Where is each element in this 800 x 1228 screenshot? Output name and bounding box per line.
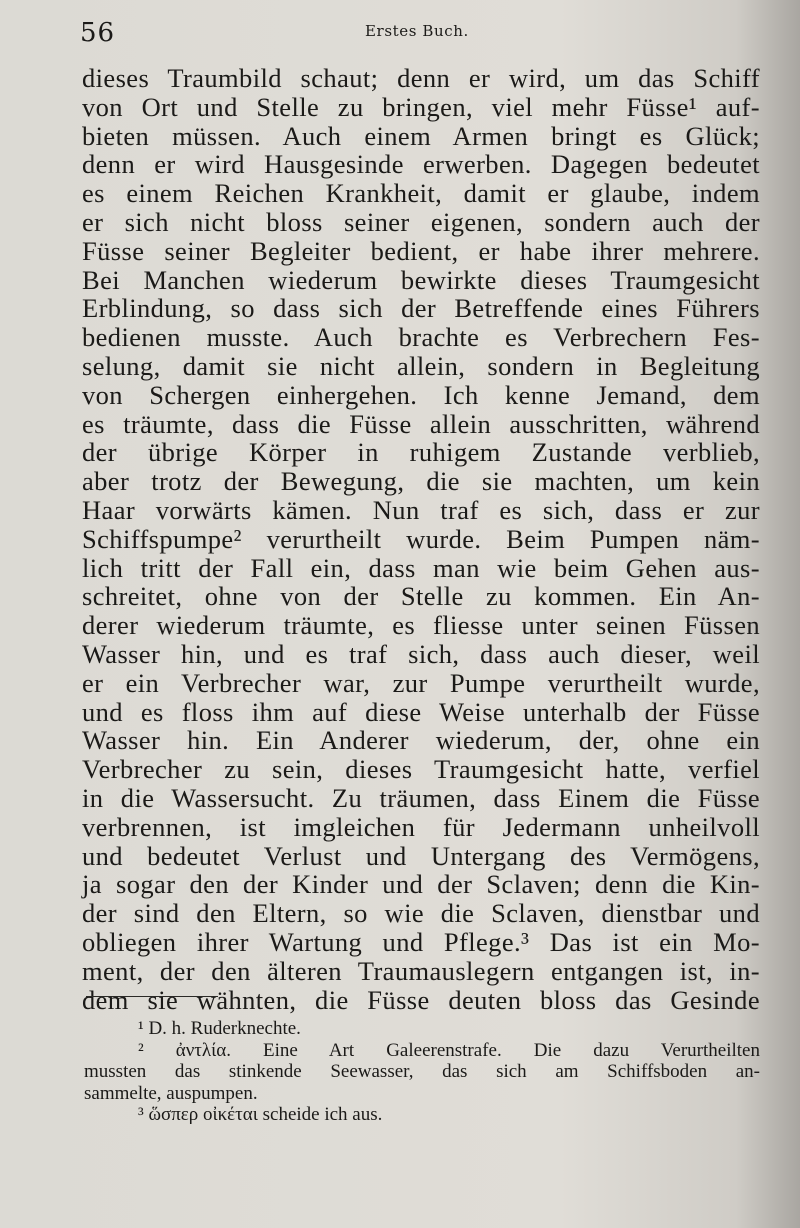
text-line: der sind den Eltern, so wie die Sclaven, dienstbar und [82, 898, 760, 929]
text-line: er sich nicht bloss seiner eigenen, sondern auch der [82, 206, 760, 237]
text-line: dieses Traumbild schaut; denn er wird, um das Schiff [82, 63, 760, 93]
text-line: Erblindung, so dass sich der Betreffende eines Führers [82, 293, 760, 324]
footnote-2-line-1: ² ἀντλία. Eine Art Galeerenstrafe. Die dazu Verurtheilten [138, 1039, 760, 1061]
page-header [80, 18, 760, 52]
text-line: es einem Reichen Krankheit, damit er glaube, indem [82, 178, 760, 209]
main-text [82, 64, 760, 1014]
text-line: aber trotz der Bewegung, die sie machten, um kein [82, 466, 760, 497]
text-line: ment, der den älteren Traumauslegern entgangen ist, in- [82, 955, 760, 986]
footnote-2-line-2: mussten das stinkende Seewasser, das sich am Schiffsboden an- [84, 1061, 760, 1082]
text-line: bedienen musste. Auch brachte es Verbrechern Fes- [82, 322, 760, 353]
page-number: 56 [80, 18, 116, 48]
text-line: bieten müssen. Auch einem Armen bringt es Glück; [82, 120, 760, 151]
text-line: der übrige Körper in ruhigem Zustande verblieb, [82, 437, 760, 468]
text-line: Schiffspumpe² verurtheilt wurde. Beim Pumpen näm- [82, 523, 760, 554]
text-line: verbrennen, ist imgleichen für Jedermann unheilvoll [82, 811, 760, 842]
text-line: Wasser hin, und es traf sich, dass auch dieser, weil [82, 638, 760, 669]
text-line: in die Wassersucht. Zu träumen, dass Einem die Füsse [82, 782, 760, 813]
text-line: Haar vorwärts kämen. Nun traf es sich, dass er zur [82, 494, 760, 525]
text-line: lich tritt der Fall ein, dass man wie beim Gehen aus- [82, 552, 760, 583]
text-line: derer wiederum träumte, es fliesse unter seinen Füssen [82, 610, 760, 641]
footnote-1: ¹ D. h. Ruderknechte. [138, 1018, 301, 1039]
footnotes [84, 1018, 760, 1126]
text-line: und bedeutet Verlust und Untergang des Vermögens, [82, 840, 760, 871]
text-line: selung, damit sie nicht allein, sondern in Begleitung [82, 350, 760, 381]
footnote-divider [86, 996, 218, 997]
text-line: dem sie wähnten, die Füsse deuten bloss das Gesinde [82, 984, 760, 1015]
text-line: und es floss ihm auf diese Weise unterhalb der Füsse [82, 696, 760, 727]
text-line: ja sogar den der Kinder und der Sclaven; denn die Kin- [82, 869, 760, 900]
text-line: Füsse seiner Begleiter bedient, er habe ihrer mehrere. [82, 235, 760, 266]
text-line: schreitet, ohne von der Stelle zu kommen. Ein An- [82, 581, 760, 612]
text-line: Wasser hin. Ein Anderer wiederum, der, ohne ein [82, 725, 760, 756]
footnote-3: ³ ὥσπερ οἰκέται scheide ich aus. [138, 1104, 383, 1125]
running-head: Erstes Buch. [365, 22, 469, 40]
text-line: denn er wird Hausgesinde erwerben. Dagegen bedeutet [82, 149, 760, 180]
text-line: Verbrecher zu sein, dieses Traumgesicht hatte, verfiel [82, 754, 760, 785]
footnote-2-line-3: sammelte, auspumpen. [84, 1082, 258, 1104]
text-line: es träumte, dass die Füsse allein ausschritten, während [82, 408, 760, 439]
text-line: von Ort und Stelle zu bringen, viel mehr Füsse¹ auf- [82, 91, 760, 122]
text-line: Bei Manchen wiederum bewirkte dieses Traumgesicht [82, 264, 760, 295]
text-line: von Schergen einhergehen. Ich kenne Jemand, dem [82, 379, 760, 410]
text-line: obliegen ihrer Wartung und Pflege.³ Das ist ein Mo- [82, 926, 760, 957]
text-line: er ein Verbrecher war, zur Pumpe verurtheilt wurde, [82, 667, 760, 698]
